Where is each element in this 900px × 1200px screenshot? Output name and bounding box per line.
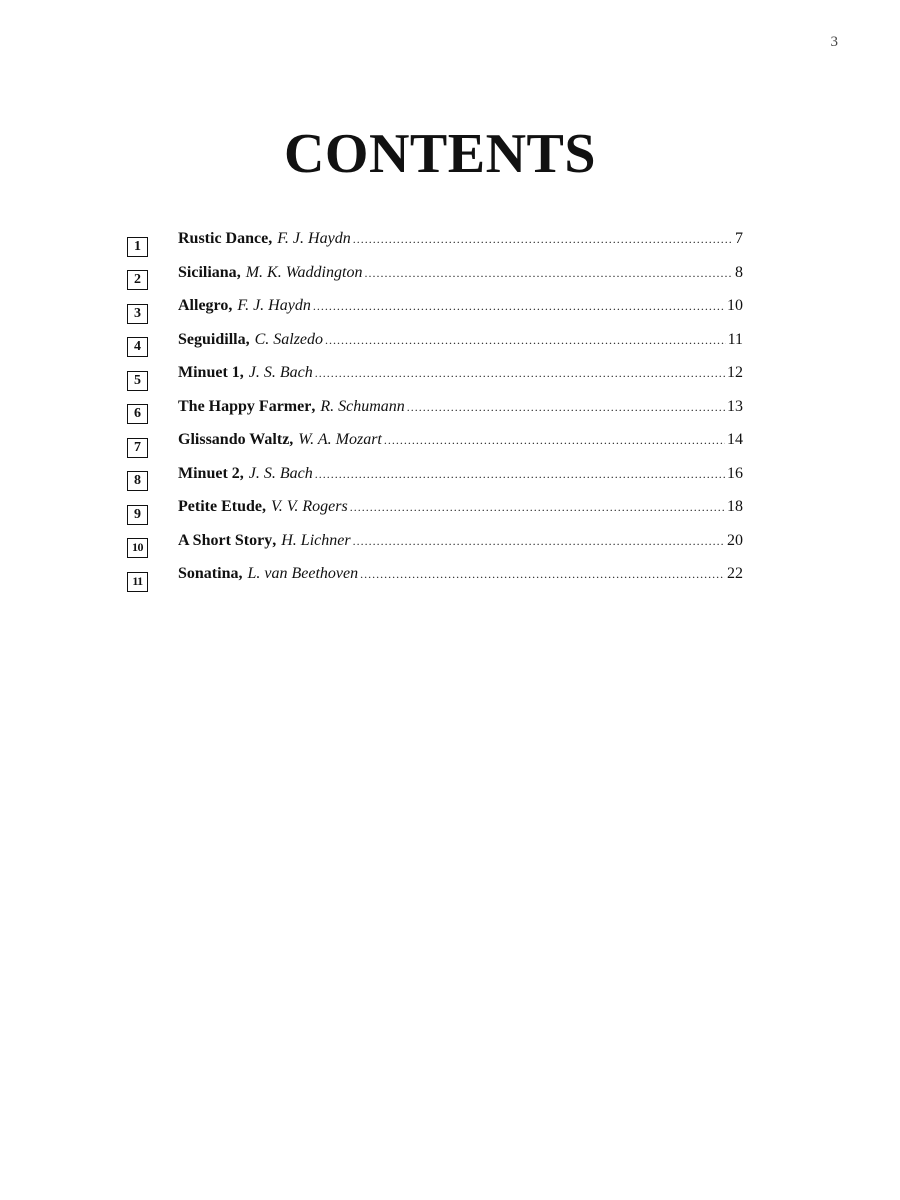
toc-entry bbox=[127, 230, 743, 264]
piece-title: Siciliana bbox=[178, 263, 237, 281]
page-number: 3 bbox=[830, 34, 838, 50]
piece-title: Rustic Dance bbox=[178, 230, 269, 247]
entry-number-box: 3 bbox=[127, 304, 148, 324]
piece-title: Minuet 1 bbox=[178, 364, 240, 381]
separator: , bbox=[239, 464, 244, 482]
toc-entry bbox=[127, 398, 743, 432]
entry-number-box: 10 bbox=[127, 538, 148, 558]
separator: , bbox=[245, 330, 250, 348]
piece-title: Sonatina bbox=[178, 565, 239, 582]
composer-name: W. A. Mozart bbox=[298, 431, 382, 448]
piece-title: The Happy Farmer bbox=[178, 397, 312, 415]
toc-entry bbox=[127, 364, 743, 398]
composer-name: V. V. Rogers bbox=[270, 498, 348, 515]
separator: , bbox=[238, 565, 243, 582]
composer-name: M. K. Waddington bbox=[245, 263, 363, 281]
toc-entry bbox=[127, 264, 743, 298]
table-of-contents bbox=[127, 230, 743, 599]
separator: , bbox=[261, 498, 266, 515]
dot-leader bbox=[353, 534, 725, 549]
entry-number-box: 6 bbox=[127, 404, 148, 424]
entry-number-box: 7 bbox=[127, 438, 148, 458]
page-reference: 11 bbox=[727, 330, 743, 348]
separator: , bbox=[268, 230, 273, 247]
page-reference: 12 bbox=[727, 364, 743, 381]
separator: , bbox=[239, 364, 244, 381]
composer-name: J. S. Bach bbox=[248, 464, 313, 482]
composer-name: F. J. Haydn bbox=[277, 230, 351, 247]
piece-title: Minuet 2 bbox=[178, 464, 240, 482]
page-reference: 16 bbox=[727, 464, 743, 482]
toc-entry bbox=[127, 431, 743, 465]
entry-number-box: 8 bbox=[127, 471, 148, 491]
entry-number-box: 9 bbox=[127, 505, 148, 525]
composer-name: J. S. Bach bbox=[248, 364, 313, 381]
entry-number-box: 5 bbox=[127, 371, 148, 391]
page-reference: 8 bbox=[735, 263, 743, 281]
dot-leader bbox=[384, 433, 725, 448]
entry-number-box: 2 bbox=[127, 270, 148, 290]
separator: , bbox=[228, 297, 233, 314]
piece-title: Petite Etude bbox=[178, 498, 262, 515]
dot-leader bbox=[364, 266, 733, 281]
page-reference: 18 bbox=[727, 498, 743, 515]
composer-name: C. Salzedo bbox=[254, 330, 324, 348]
dot-leader bbox=[325, 333, 726, 348]
separator: , bbox=[272, 531, 277, 549]
piece-title: Seguidilla bbox=[178, 330, 246, 348]
toc-entry bbox=[127, 532, 743, 566]
piece-title: A Short Story bbox=[178, 531, 273, 549]
toc-entry bbox=[127, 465, 743, 499]
separator: , bbox=[289, 431, 294, 448]
dot-leader bbox=[315, 467, 725, 482]
composer-name: F. J. Haydn bbox=[237, 297, 311, 314]
page-title: CONTENTS bbox=[283, 123, 597, 185]
toc-entry bbox=[127, 297, 743, 331]
composer-name: L. van Beethoven bbox=[247, 565, 359, 582]
page-reference: 22 bbox=[727, 565, 743, 582]
composer-name: H. Lichner bbox=[281, 531, 351, 549]
page-reference: 14 bbox=[727, 431, 743, 448]
page-reference: 20 bbox=[727, 531, 743, 549]
toc-entry bbox=[127, 565, 743, 599]
dot-leader bbox=[313, 299, 725, 314]
entry-number-box: 11 bbox=[127, 572, 148, 592]
dot-leader bbox=[353, 232, 733, 247]
entry-number-box: 1 bbox=[127, 237, 148, 257]
dot-leader bbox=[315, 366, 725, 381]
page-reference: 7 bbox=[735, 230, 743, 247]
dot-leader bbox=[350, 500, 725, 515]
page-reference: 13 bbox=[727, 397, 743, 415]
piece-title: Glissando Waltz bbox=[178, 431, 290, 448]
separator: , bbox=[311, 397, 316, 415]
dot-leader bbox=[360, 567, 725, 582]
composer-name: R. Schumann bbox=[320, 397, 405, 415]
toc-entry bbox=[127, 331, 743, 365]
dot-leader bbox=[407, 400, 725, 415]
separator: , bbox=[236, 263, 241, 281]
entry-number-box: 4 bbox=[127, 337, 148, 357]
piece-title: Allegro bbox=[178, 297, 229, 314]
toc-entry bbox=[127, 498, 743, 532]
page-reference: 10 bbox=[727, 297, 743, 314]
